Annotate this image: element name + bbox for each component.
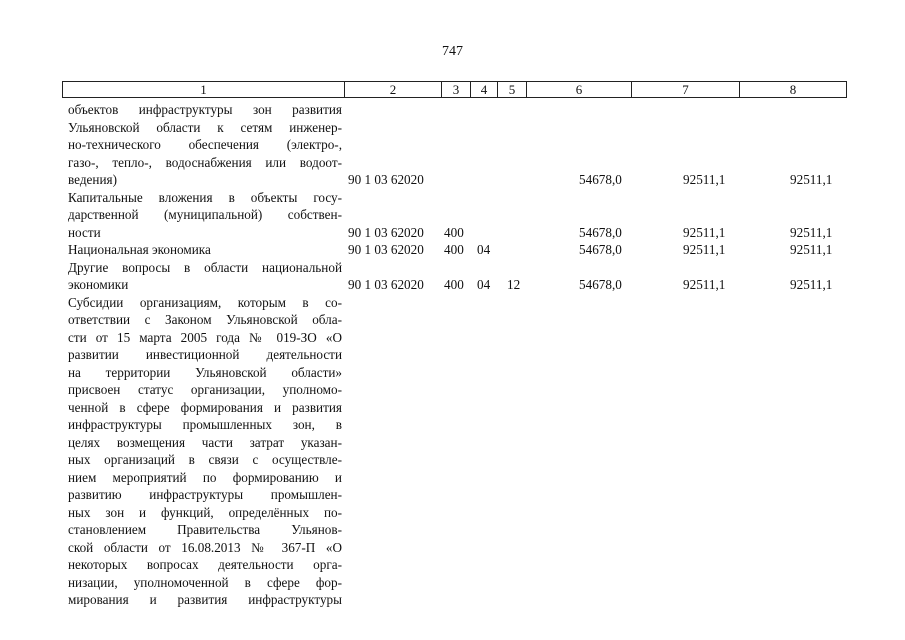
amount-col-6: 54678,0 [579,224,622,240]
description-line: Ульяновской области к сетям инженер- [68,119,342,135]
header-col-1: 1 [63,82,345,97]
description-line: целях возмещения части затрат указан- [68,434,342,450]
description-line: становлением Правительства Ульянов- [68,522,342,537]
section-code: 04 [477,242,491,257]
description-line: экономики [68,277,129,292]
description-line: Субсидии организациям, которым в со- [68,294,342,310]
target-article-code: 90 1 03 62020 [348,172,424,187]
row-values [62,224,852,242]
description-line: мирования и развития инфраструктуры [68,592,342,607]
description-line: развитии инвестиционной деятельности [68,347,342,362]
description-line: некоторых вопросах деятельности орга- [68,557,342,572]
description-line: ченной в сфере формирования и развития [68,399,342,415]
amount-col-7: 92511,1 [683,277,726,292]
description-line: но-технического обеспечения (электро-, [68,137,342,152]
amount-col-7: 92511,1 [683,242,726,257]
amount-col-6: 54678,0 [579,242,622,257]
row-values [62,591,852,609]
amount-col-8: 92511,1 [790,277,833,292]
description-line: ных организаций в связи с осуществле- [68,452,342,467]
table-row [62,101,852,189]
amount-col-8: 92511,1 [790,224,833,240]
row-values [62,276,852,294]
header-col-6: 6 [527,82,632,97]
description-line: нием мероприятий по формированию и [68,469,342,485]
description-line: Другие вопросы в области национальной [68,259,342,275]
target-article-code: 90 1 03 62020 [348,242,424,257]
subsection-code: 12 [507,277,521,292]
amount-col-8: 92511,1 [790,172,833,187]
description-line: Капитальные вложения в объекты госу- [68,189,342,205]
description-line: ных зон и функций, определённых по- [68,504,342,520]
description-line: объектов инфраструктуры зон развития [68,102,342,117]
amount-col-7: 92511,1 [683,172,726,187]
row-values [62,241,852,259]
amount-col-7: 92511,1 [683,224,726,240]
description-line: ответствии с Законом Ульяновской обла- [68,312,342,327]
table-row [62,189,852,242]
description-line: присвоен статус организации, уполномо- [68,382,342,397]
expense-type-code: 400 [444,224,464,240]
target-article-code: 90 1 03 62020 [348,277,424,292]
description-line: сти от 15 марта 2005 года № 019-ЗО «О [68,329,342,345]
description-line: Национальная экономика [68,242,211,257]
table-row [62,294,852,609]
expense-type-code: 400 [444,277,464,292]
description-line: развитию инфраструктуры промышлен- [68,487,342,502]
description-line: дарственной (муниципальной) собствен- [68,207,342,222]
row-values [62,171,852,189]
header-col-4: 4 [471,82,498,97]
table-row [62,259,852,294]
description-line: низации, уполномоченной в сфере фор- [68,574,342,590]
description-line: газо-, тепло-, водоснабжения или водоот- [68,154,342,170]
amount-col-8: 92511,1 [790,242,833,257]
description-line: инфраструктуры промышленных зон, в [68,417,342,432]
header-col-7: 7 [632,82,740,97]
header-col-3: 3 [442,82,471,97]
header-col-2: 2 [345,82,442,97]
amount-col-6: 54678,0 [579,277,622,292]
expense-type-code: 400 [444,242,464,257]
section-code: 04 [477,277,491,292]
header-col-5: 5 [498,82,527,97]
target-article-code: 90 1 03 62020 [348,224,424,240]
table-body [62,101,852,609]
description-line: ской области от 16.08.2013 № 367-П «О [68,539,342,555]
description-line: ности [68,224,101,240]
description-line: на территории Ульяновской области» [68,364,342,380]
page-number: 747 [442,44,463,59]
row-description [62,294,342,609]
table-row [62,241,852,259]
description-line: ведения) [68,172,117,187]
table-header [62,81,847,98]
header-col-8: 8 [789,82,797,97]
amount-col-6: 54678,0 [579,172,622,187]
